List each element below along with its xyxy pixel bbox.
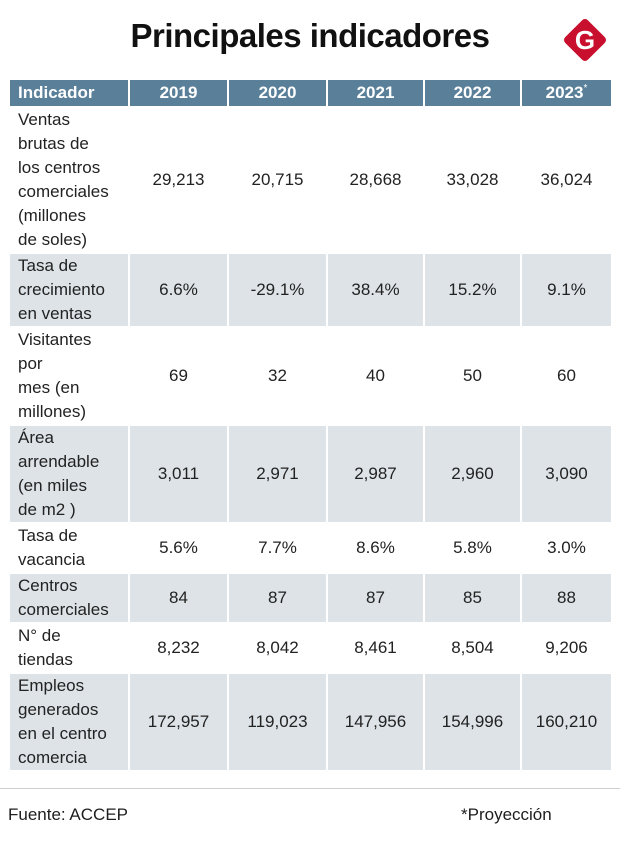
cell-value: 36,024 — [522, 108, 611, 254]
cell-value: 147,956 — [328, 674, 423, 772]
cell-value: 69 — [130, 328, 227, 426]
cell-value: 15.2% — [425, 254, 520, 328]
header-year-2019 — [130, 80, 227, 108]
row-label — [10, 624, 128, 674]
header-year-2020 — [229, 80, 326, 108]
cell-value: 28,668 — [328, 108, 423, 254]
table-row — [10, 108, 611, 254]
cell-value: 3.0% — [522, 524, 611, 574]
cell-value: 3,011 — [130, 426, 227, 524]
cell-value: 8,042 — [229, 624, 326, 674]
header-label: 2019 — [159, 83, 198, 102]
cell-value: 5.6% — [130, 524, 227, 574]
header-year-2022 — [425, 80, 520, 108]
row-label-line: brutas de — [18, 134, 89, 153]
cell-value: 7.7% — [229, 524, 326, 574]
cell-value: 33,028 — [425, 108, 520, 254]
row-label-line: N° de — [18, 626, 61, 645]
cell-value: 8,504 — [425, 624, 520, 674]
row-label-line: crecimiento — [18, 280, 105, 299]
row-label-line: en el centro — [18, 724, 107, 743]
row-label-line: de m2 ) — [18, 500, 76, 519]
brand-logo — [559, 14, 611, 66]
row-label-line: (millones — [18, 206, 87, 225]
header-year-2023 — [522, 80, 611, 108]
cell-value: 5.8% — [425, 524, 520, 574]
row-label-line: por — [18, 354, 43, 373]
row-label-line: (en miles — [18, 476, 87, 495]
table-body — [10, 108, 611, 772]
cell-value: 60 — [522, 328, 611, 426]
source-note: Fuente: ACCEP — [8, 805, 129, 824]
row-label-line: Área — [18, 428, 54, 447]
cell-value: -29.1% — [229, 254, 326, 328]
header-label: 2023 — [545, 83, 584, 102]
header-label: 2020 — [258, 83, 297, 102]
row-label-line: generados — [18, 700, 99, 719]
row-label-line: Tasa de — [18, 526, 78, 545]
logo-letter: G — [574, 25, 596, 55]
cell-value: 154,996 — [425, 674, 520, 772]
cell-value: 8,461 — [328, 624, 423, 674]
table-row — [10, 674, 611, 772]
row-label-line: vacancia — [18, 550, 86, 569]
row-label-line: de soles) — [18, 230, 87, 249]
row-label-line: Tasa de — [18, 256, 78, 275]
row-label-line: mes (en — [18, 378, 80, 397]
cell-value: 160,210 — [522, 674, 611, 772]
cell-value: 29,213 — [130, 108, 227, 254]
cell-value: 84 — [130, 574, 227, 624]
table-row — [10, 574, 611, 624]
header-year-2021 — [328, 80, 423, 108]
header-indicador — [10, 80, 128, 108]
indicators-table — [8, 80, 613, 772]
cell-value: 32 — [229, 328, 326, 426]
cell-value: 2,971 — [229, 426, 326, 524]
header-label: 2021 — [356, 83, 395, 102]
row-label-line: los centros — [18, 158, 101, 177]
cell-value: 6.6% — [130, 254, 227, 328]
row-label-line: en ventas — [18, 304, 92, 323]
cell-value: 172,957 — [130, 674, 227, 772]
row-label — [10, 524, 128, 574]
row-label — [10, 574, 128, 624]
cell-value: 20,715 — [229, 108, 326, 254]
row-label-line: Centros — [18, 576, 78, 595]
table-row — [10, 524, 611, 574]
row-label — [10, 426, 128, 524]
row-label-line: comerciales — [18, 182, 109, 201]
chart-title: Principales indicadores — [130, 17, 490, 54]
footer-divider — [0, 788, 620, 789]
row-label-line: Empleos — [18, 676, 85, 695]
row-label — [10, 108, 128, 254]
row-label — [10, 674, 128, 772]
cell-value: 87 — [229, 574, 326, 624]
cell-value: 50 — [425, 328, 520, 426]
table-row — [10, 254, 611, 328]
cell-value: 88 — [522, 574, 611, 624]
row-label — [10, 328, 128, 426]
cell-value: 9,206 — [522, 624, 611, 674]
cell-value: 119,023 — [229, 674, 326, 772]
row-label-line: millones) — [18, 402, 87, 421]
header-label: 2022 — [453, 83, 492, 102]
projection-mark: * — [583, 83, 588, 94]
cell-value: 85 — [425, 574, 520, 624]
header-label: Indicador — [18, 83, 95, 102]
row-label-line: comercia — [18, 748, 87, 767]
cell-value: 8,232 — [130, 624, 227, 674]
table-row — [10, 426, 611, 524]
projection-note: *Proyección — [461, 805, 552, 824]
row-label-line: comerciales — [18, 600, 109, 619]
cell-value: 2,960 — [425, 426, 520, 524]
row-label-line: Visitantes — [18, 330, 92, 349]
cell-value: 3,090 — [522, 426, 611, 524]
header-row — [10, 80, 611, 108]
row-label-line: tiendas — [18, 650, 73, 669]
table-row — [10, 624, 611, 674]
row-label — [10, 254, 128, 328]
cell-value: 8.6% — [328, 524, 423, 574]
cell-value: 87 — [328, 574, 423, 624]
row-label-line: Ventas — [18, 110, 70, 129]
row-label-line: arrendable — [18, 452, 100, 471]
table-row — [10, 328, 611, 426]
cell-value: 9.1% — [522, 254, 611, 328]
cell-value: 38.4% — [328, 254, 423, 328]
cell-value: 2,987 — [328, 426, 423, 524]
cell-value: 40 — [328, 328, 423, 426]
